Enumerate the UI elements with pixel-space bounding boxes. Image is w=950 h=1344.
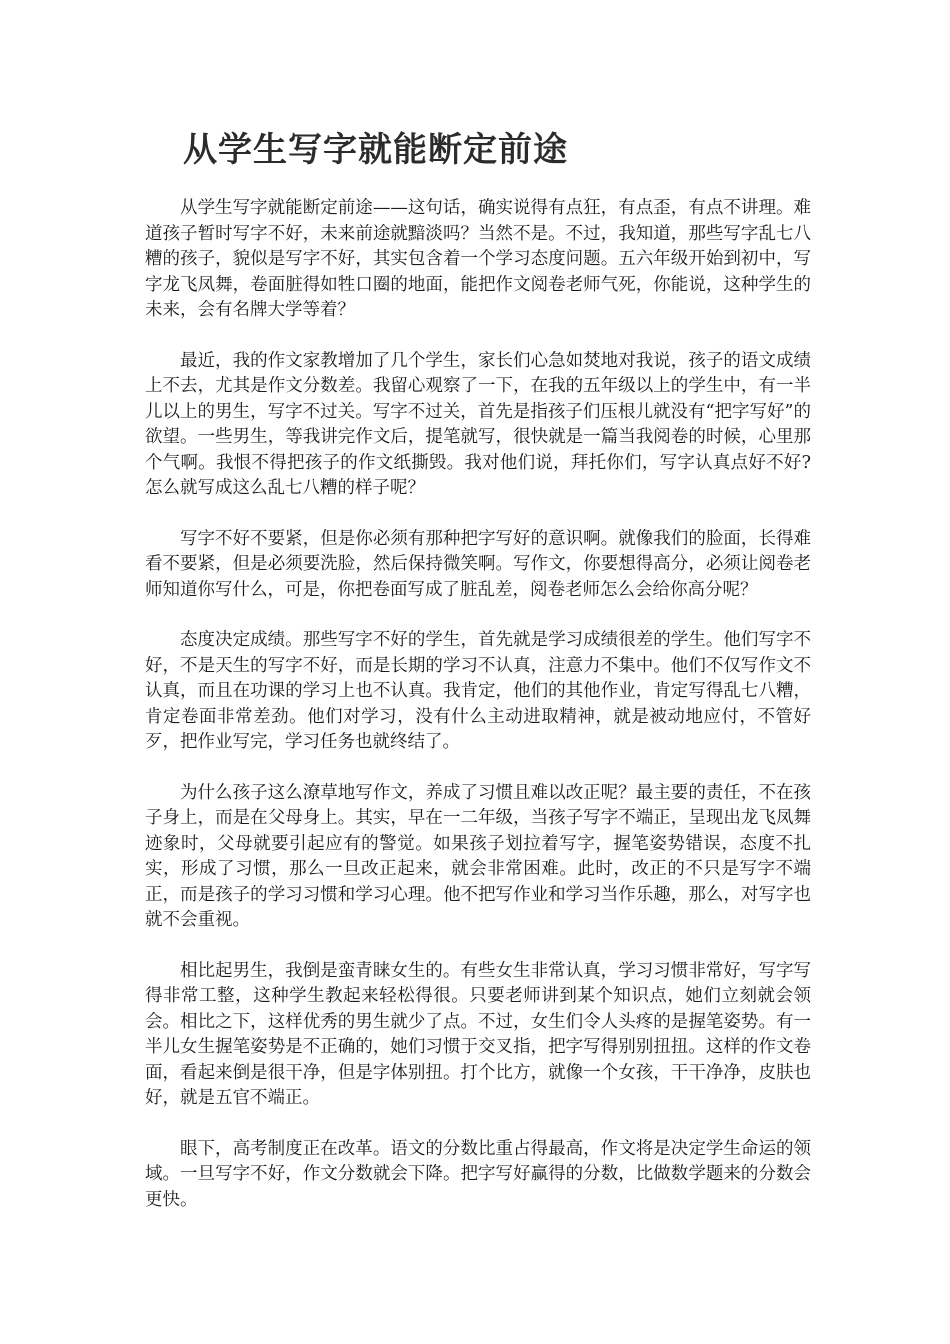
paragraph-2: 最近，我的作文家教增加了几个学生，家长们心急如焚地对我说，孩子的语文成绩上不去，尤其是作文分数差。我留心观察了一下，在我的五年级以上的学生中，有一半儿以上的男生，写字不过关。写字不过关，首先是指孩子们压根儿就没有“把字写好”的欲望。一些男生，等我讲完作文后，提笔就写，很快就是一篇当我阅卷的时候，心里那个气啊。我恨不得把孩子的作文纸撕毁。我对他们说，拜托你们，写字认真点好不好?怎么就写成这么乱七八糟的样子呢？ — [145, 350, 811, 498]
paragraph-4: 态度决定成绩。那些写字不好的学生，首先就是学习成绩很差的学生。他们写字不好，不是天生的写字不好，而是长期的学习不认真，注意力不集中。他们不仅写作文不认真，而且在功课的学习上也不认真。我肯定，他们的其他作业，肯定写得乱七八糟，肯定卷面非常差劲。他们对学习，没有什么主动进取精神，就是被动地应付，不管好歹，把作业写完，学习任务也就终结了。 — [145, 630, 811, 752]
paragraph-5: 为什么孩子这么潦草地写作文，养成了习惯且难以改正呢？最主要的责任，不在孩子身上，而是在父母身上。其实，早在一二年级，当孩子写字不端正，呈现出龙飞凤舞迹象时，父母就要引起应有的警觉。如果孩子划拉着写字，握笔姿势错误，态度不扎实，形成了习惯，那么一旦改正起来，就会非常困难。此时，改正的不只是写字不端正，而是孩子的学习习惯和学习心理。他不把写作业和学习当作乐趣，那么，对写字也就不会重视。 — [145, 782, 811, 930]
paragraph-7: 眼下，高考制度正在改革。语文的分数比重占得最高，作文将是决定学生命运的领域。一旦写字不好，作文分数就会下降。把字写好赢得的分数，比做数学题来的分数会更快。 — [145, 1138, 811, 1210]
paragraph-6: 相比起男生，我倒是蛮青睐女生的。有些女生非常认真，学习习惯非常好，写字写得非常工整，这种学生教起来轻松得很。只要老师讲到某个知识点，她们立刻就会领会。相比之下，这样优秀的男生就少了点。不过，女生们令人头疼的是握笔姿势。有一半儿女生握笔姿势是不正确的，她们习惯于交叉指，把字写得别别扭扭。这样的作文卷面，看起来倒是很干净，但是字体别扭。打个比方，就像一个女孩，干干净净，皮肤也好，就是五官不端正。 — [145, 960, 811, 1108]
paragraph-3: 写字不好不要紧，但是你必须有那种把字写好的意识啊。就像我们的脸面，长得难看不要紧，但是必须要洗脸，然后保持微笑啊。写作文，你要想得高分，必须让阅卷老师知道你写什么，可是，你把卷面写成了脏乱差，阅卷老师怎么会给你高分呢？ — [145, 528, 811, 600]
document-title: 从学生写字就能断定前途 — [183, 130, 568, 170]
document-body — [145, 196, 811, 1238]
paragraph-1: 从学生写字就能断定前途——这句话，确实说得有点狂，有点歪，有点不讲理。难道孩子暂时写字不好，未来前途就黯淡吗？当然不是。不过，我知道，那些写字乱七八糟的孩子，貌似是写字不好，其实包含着一个学习态度问题。五六年级开始到初中，写字龙飞凤舞，卷面脏得如牲口圈的地面，能把作文阅卷老师气死，你能说，这种学生的未来，会有名牌大学等着？ — [145, 198, 811, 320]
